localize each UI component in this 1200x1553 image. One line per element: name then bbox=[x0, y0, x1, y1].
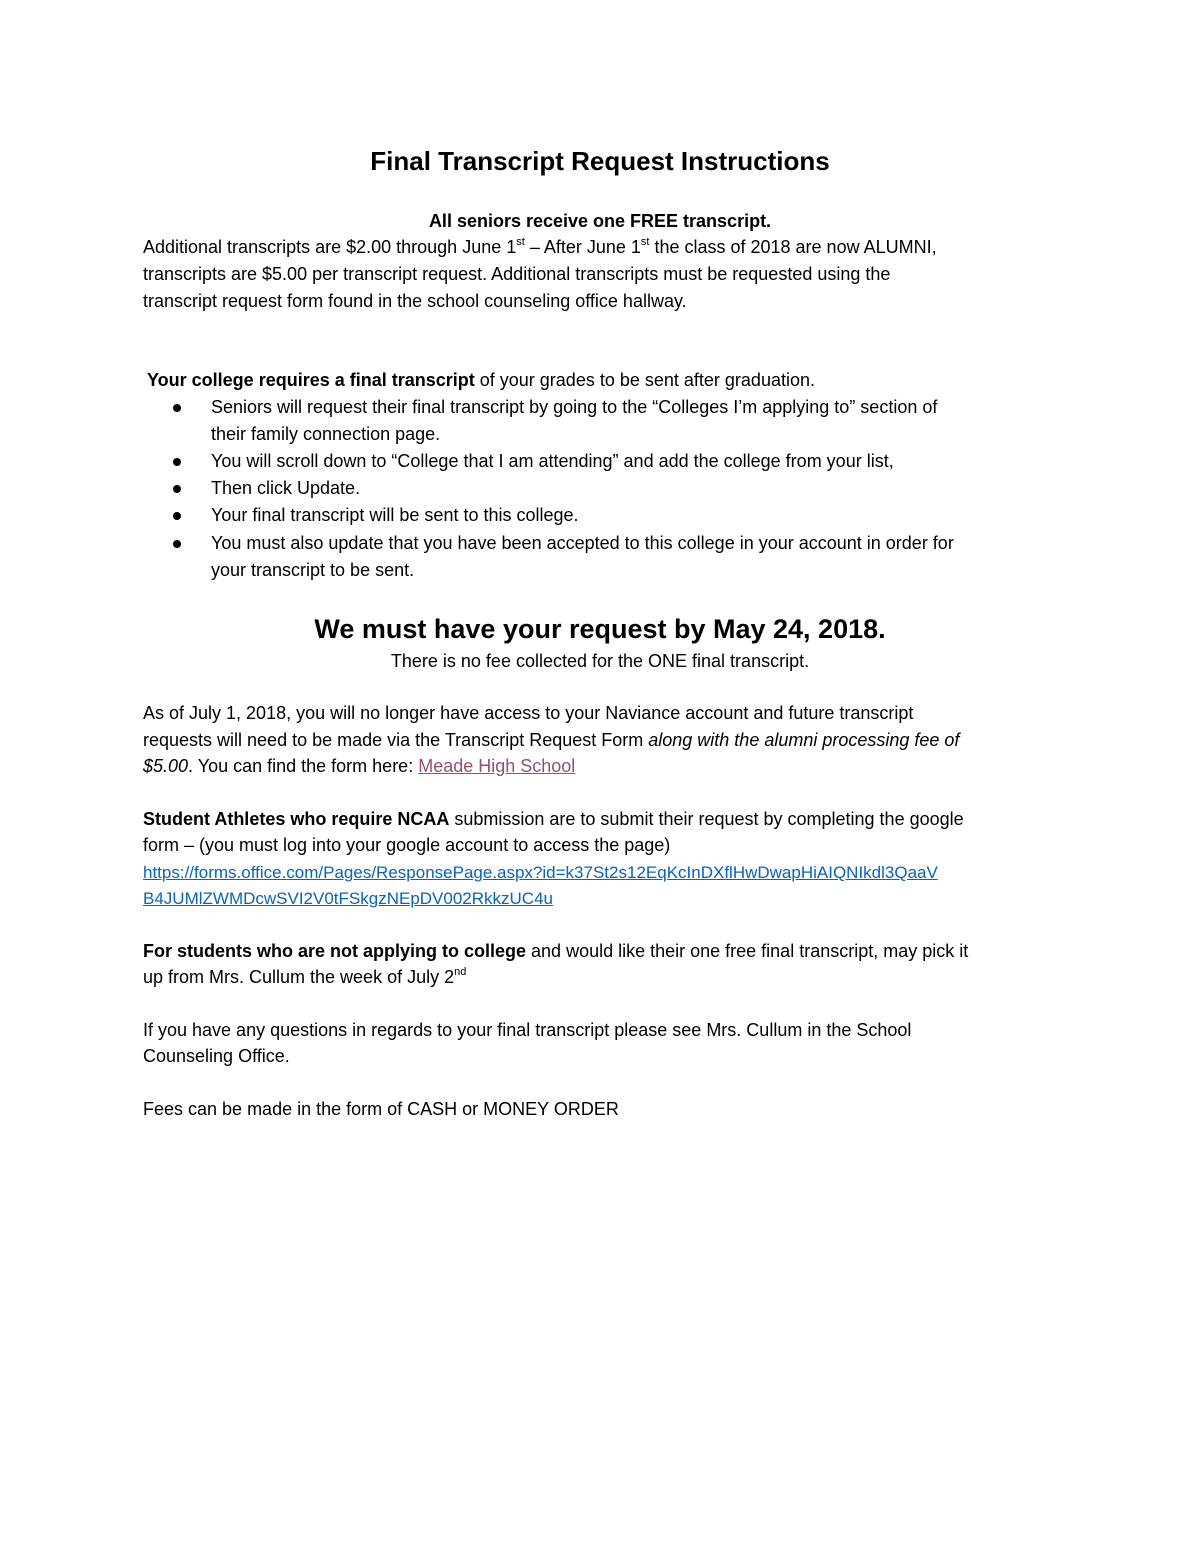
noncollege-line-2: up from Mrs. Cullum the week of July 2nd bbox=[143, 966, 467, 987]
naviance-line-2: requests will need to be made via the Transcript Request Form along with the alumni processing fee of bbox=[143, 730, 960, 750]
bullet-item-continued: their family connection page. bbox=[211, 424, 441, 444]
bullet-icon bbox=[173, 404, 181, 412]
bullet-item-continued: your transcript to be sent. bbox=[211, 560, 415, 580]
bullet-item: You will scroll down to “College that I am attending” and add the college from your list, bbox=[211, 451, 894, 471]
bullet-icon bbox=[173, 540, 181, 548]
ncaa-form-link[interactable] bbox=[143, 859, 938, 886]
subtitle: All seniors receive one FREE transcript. bbox=[428, 211, 772, 231]
college-heading: Your college requires a final transcript of your grades to be sent after graduation. bbox=[147, 370, 815, 390]
questions-line-2: Counseling Office. bbox=[143, 1046, 290, 1066]
ncaa-form-url-part-1[interactable]: https://forms.office.com/Pages/ResponsePage.aspx?id=k37St2s12EqKcInDXflHwDwapHiAIQNIkdl3QaaV bbox=[143, 863, 938, 882]
bullet-item: Seniors will request their final transcript by going to the “Colleges I’m applying to” section of bbox=[211, 397, 938, 417]
bullet-icon bbox=[173, 458, 181, 466]
naviance-line-1: As of July 1, 2018, you will no longer have access to your Naviance account and future transcript bbox=[143, 703, 914, 723]
no-fee-note: There is no fee collected for the ONE final transcript. bbox=[390, 651, 810, 671]
intro-line-2: transcripts are $5.00 per transcript request. Additional transcripts must be requested using the bbox=[143, 264, 891, 284]
deadline-heading: We must have your request by May 24, 2018. bbox=[314, 614, 886, 644]
bullet-item: Then click Update. bbox=[211, 478, 361, 498]
ncaa-form-url-part-2[interactable]: B4JUMlZWMDcwSVI2V0tFSkgzNEpDV002RkkzUC4u bbox=[143, 889, 553, 908]
ncaa-line-2: form – (you must log into your google account to access the page) bbox=[143, 835, 671, 855]
questions-line-1: If you have any questions in regards to your final transcript please see Mrs. Cullum in the School bbox=[143, 1020, 912, 1040]
bullet-item: Your final transcript will be sent to this college. bbox=[211, 505, 579, 525]
bullet-icon bbox=[173, 512, 181, 520]
meade-high-school-link[interactable]: Meade High School bbox=[418, 756, 576, 776]
bullet-icon bbox=[173, 485, 181, 493]
noncollege-line-1: For students who are not applying to college and would like their one free final transcript, may pick it bbox=[143, 941, 969, 961]
fees-note: Fees can be made in the form of CASH or MONEY ORDER bbox=[143, 1099, 619, 1119]
bullet-item: You must also update that you have been accepted to this college in your account in order for bbox=[211, 533, 954, 553]
intro-line-3: transcript request form found in the school counseling office hallway. bbox=[143, 291, 687, 311]
naviance-line-3: $5.00. You can find the form here: Meade High School bbox=[143, 756, 576, 776]
ncaa-form-link-continued[interactable] bbox=[143, 885, 553, 912]
page-title: Final Transcript Request Instructions bbox=[370, 146, 830, 176]
ncaa-line-1: Student Athletes who require NCAA submission are to submit their request by completing the google bbox=[143, 809, 964, 829]
intro-line-1: Additional transcripts are $2.00 through June 1st – After June 1st the class of 2018 are now ALUMNI, bbox=[143, 236, 937, 257]
